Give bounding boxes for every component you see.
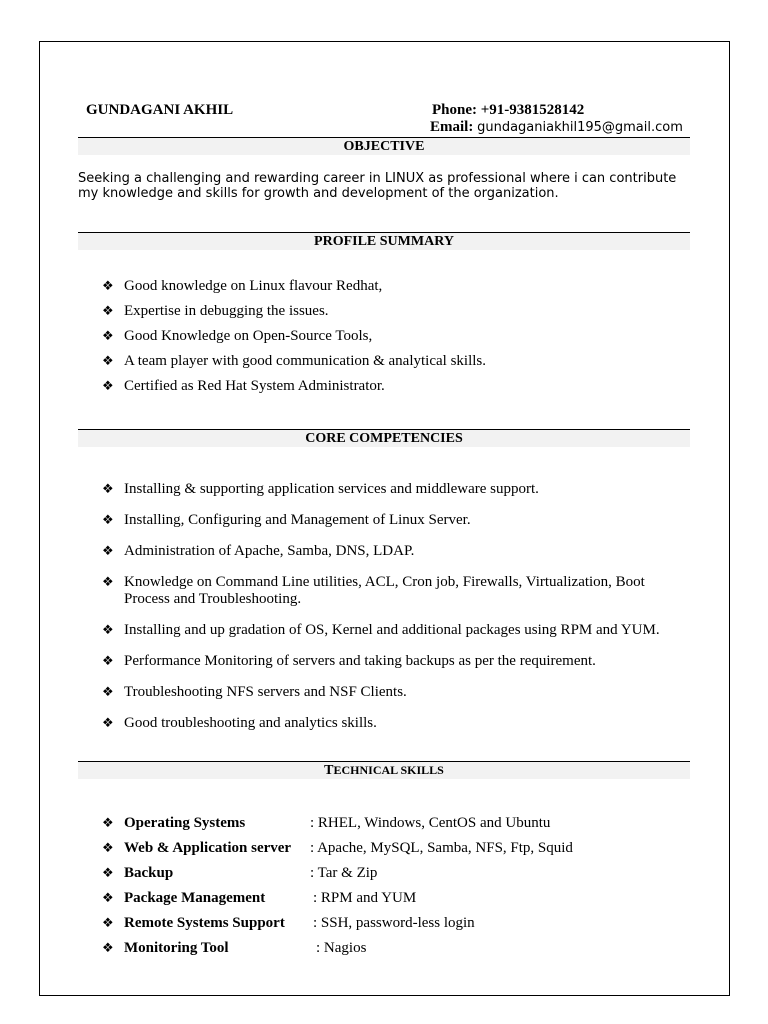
list-item (102, 481, 692, 498)
skill-value: : Nagios (316, 940, 367, 956)
skill-label: Remote Systems Support (124, 915, 285, 931)
list-item (102, 622, 692, 639)
email-line (430, 119, 683, 136)
diamond-bullet-icon: ❖ (102, 623, 114, 638)
skill-value: : RHEL, Windows, CentOS and Ubuntu (310, 815, 551, 831)
diamond-bullet-icon: ❖ (102, 544, 114, 559)
skill-row (102, 940, 702, 965)
profile-summary-list (102, 278, 692, 403)
skill-row (102, 815, 702, 840)
diamond-bullet-icon: ❖ (102, 379, 114, 394)
list-item (102, 378, 692, 395)
list-item-text: Administration of Apache, Samba, DNS, LDAP. (124, 543, 415, 559)
skill-label: Web & Application server (124, 840, 292, 856)
diamond-bullet-icon: ❖ (102, 816, 114, 831)
diamond-bullet-icon: ❖ (102, 654, 114, 669)
skill-label: Operating Systems (124, 815, 246, 831)
list-item-text: Knowledge on Command Line utilities, ACL, Cron job, Firewalls, Virtualization, Boot Process and Troubleshooting. (124, 574, 645, 607)
list-item-text: Installing, Configuring and Management of Linux Server. (124, 512, 471, 528)
list-item-text: Installing and up gradation of OS, Kernel and additional packages using RPM and YUM. (124, 622, 660, 638)
list-item-text: Installing & supporting application services and middleware support. (124, 481, 539, 497)
list-item (102, 328, 692, 345)
skill-label: Package Management (124, 890, 266, 906)
diamond-bullet-icon: ❖ (102, 916, 114, 931)
phone-label: Phone: (432, 102, 477, 118)
core-competencies-list (102, 481, 692, 746)
diamond-bullet-icon: ❖ (102, 575, 114, 590)
candidate-name: GUNDAGANI AKHIL (86, 102, 234, 118)
skill-value: : Apache, MySQL, Samba, NFS, Ftp, Squid (310, 840, 573, 856)
list-item (102, 715, 692, 732)
diamond-bullet-icon: ❖ (102, 891, 114, 906)
phone-number: +91-9381528142 (480, 102, 585, 118)
skill-value: : SSH, password-less login (313, 915, 475, 931)
list-item (102, 303, 692, 320)
objective-text: Seeking a challenging and rewarding career in LINUX as professional where i can contribute my knowledge and skills for growth and development of the organization. (78, 171, 677, 201)
list-item-text: Good Knowledge on Open-Source Tools, (124, 328, 373, 344)
list-item-text: Certified as Red Hat System Administrator. (124, 378, 385, 394)
list-item (102, 512, 692, 529)
diamond-bullet-icon: ❖ (102, 279, 114, 294)
list-item (102, 653, 692, 670)
list-item-text: A team player with good communication & analytical skills. (124, 353, 487, 369)
list-item (102, 353, 692, 370)
diamond-bullet-icon: ❖ (102, 482, 114, 497)
skill-label: Backup (124, 865, 174, 881)
list-item-text: Good troubleshooting and analytics skills. (124, 715, 377, 731)
skill-value: : Tar & Zip (310, 865, 378, 881)
skill-row (102, 840, 702, 865)
core-competencies-heading: CORE COMPETENCIES (78, 429, 690, 447)
technical-skills-list (102, 815, 702, 965)
diamond-bullet-icon: ❖ (102, 866, 114, 881)
technical-skills-heading (78, 761, 690, 779)
diamond-bullet-icon: ❖ (102, 941, 114, 956)
list-item (102, 278, 692, 295)
phone-line (432, 102, 584, 119)
list-item-text: Expertise in debugging the issues. (124, 303, 329, 319)
list-item (102, 574, 692, 608)
skill-label: Monitoring Tool (124, 940, 229, 956)
diamond-bullet-icon: ❖ (102, 685, 114, 700)
diamond-bullet-icon: ❖ (102, 513, 114, 528)
objective-heading: OBJECTIVE (78, 137, 690, 155)
list-item (102, 684, 692, 701)
list-item-text: Troubleshooting NFS servers and NSF Clients. (124, 684, 407, 700)
skill-value: : RPM and YUM (313, 890, 417, 906)
email-label: Email: (430, 119, 474, 135)
technical-skills-heading-rest: ECHNICAL SKILLS (333, 763, 444, 777)
skill-row (102, 890, 702, 915)
diamond-bullet-icon: ❖ (102, 304, 114, 319)
technical-skills-heading-initial: T (324, 763, 334, 778)
list-item-text: Good knowledge on Linux flavour Redhat, (124, 278, 383, 294)
diamond-bullet-icon: ❖ (102, 354, 114, 369)
diamond-bullet-icon: ❖ (102, 841, 114, 856)
skill-row (102, 865, 702, 890)
diamond-bullet-icon: ❖ (102, 329, 114, 344)
diamond-bullet-icon: ❖ (102, 716, 114, 731)
list-item-text: Performance Monitoring of servers and taking backups as per the requirement. (124, 653, 596, 669)
list-item (102, 543, 692, 560)
skill-row (102, 915, 702, 940)
profile-summary-heading: PROFILE SUMMARY (78, 232, 690, 250)
email-address: gundaganiakhil195@gmail.com (477, 120, 683, 135)
